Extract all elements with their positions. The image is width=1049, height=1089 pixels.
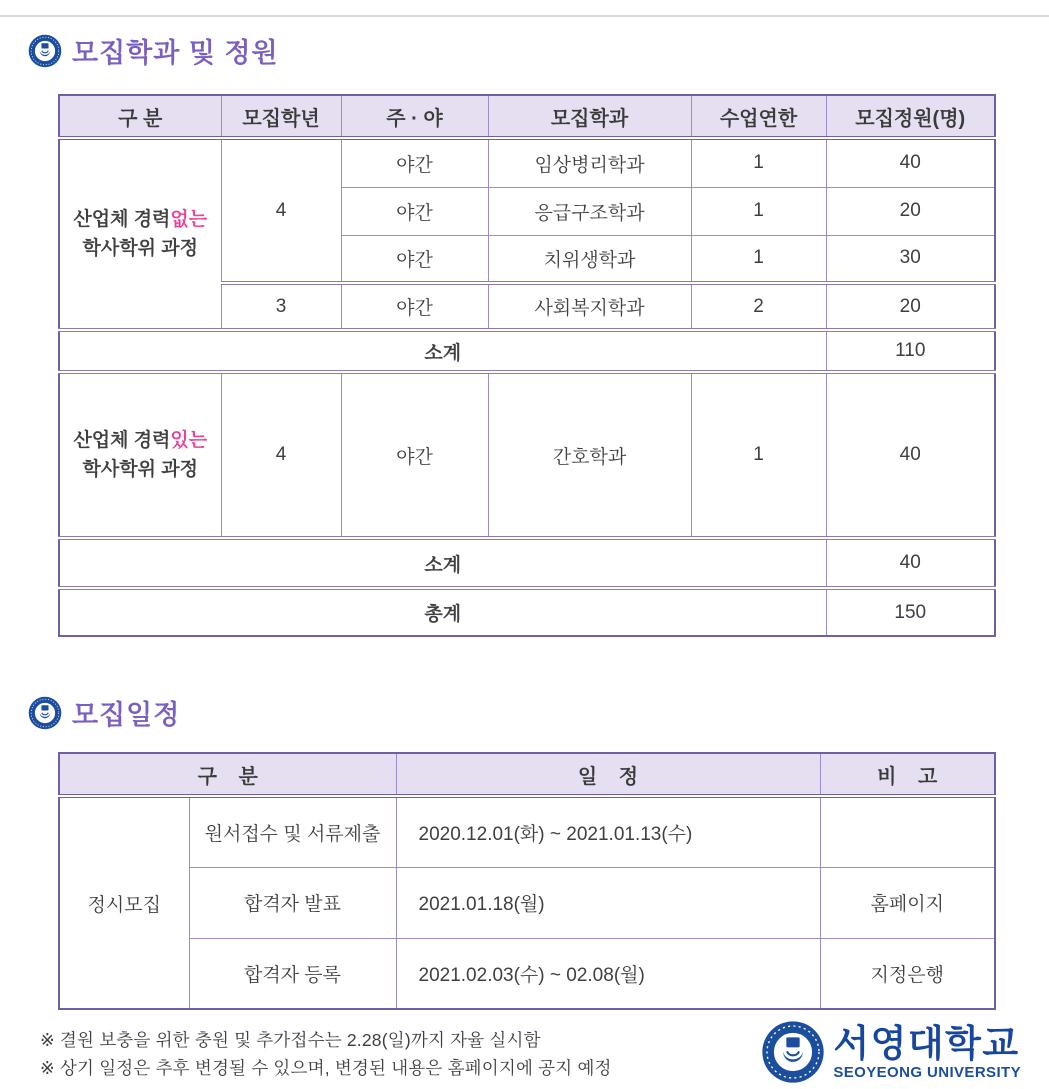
university-seal-icon — [28, 696, 62, 730]
subtotal-value: 40 — [826, 538, 995, 588]
cell-schedule: 2020.12.01(화) ~ 2021.01.13(수) — [396, 796, 820, 867]
section2-header — [28, 693, 1049, 732]
cell-grade: 3 — [221, 283, 341, 330]
cell-grade: 4 — [221, 372, 341, 538]
rowspan-label-regular-admission: 정시모집 — [59, 796, 189, 1009]
group1-highlight: 없는 — [170, 208, 208, 230]
section1-header — [28, 31, 1049, 70]
admission-quota-table — [58, 94, 996, 637]
table-row — [59, 138, 995, 187]
table-row — [59, 372, 995, 538]
cell-department: 사회복지학과 — [488, 283, 691, 330]
cell-years: 1 — [691, 187, 826, 235]
col-header-schedule: 일 정 — [396, 753, 820, 796]
col-header-department: 모집학과 — [488, 95, 691, 138]
cell-daynight: 야간 — [341, 283, 488, 330]
subtotal-value: 110 — [826, 330, 995, 372]
col-header-daynight: 주 · 야 — [341, 95, 488, 138]
cell-department: 치위생학과 — [488, 235, 691, 283]
total-row — [59, 588, 995, 636]
col-header-category: 구 분 — [59, 753, 396, 796]
footnote-1: ※ 결원 보충을 위한 충원 및 추가접수는 2.28(일)까지 자율 실시함 — [40, 1030, 541, 1050]
col-header-remarks: 비 고 — [820, 753, 995, 796]
cell-category: 합격자 발표 — [189, 867, 396, 938]
university-name-english: SEOYEONG UNIVERSITY — [833, 1063, 1021, 1081]
table-row — [59, 938, 995, 1009]
cell-schedule: 2021.01.18(월) — [396, 867, 820, 938]
cell-remark — [820, 796, 995, 867]
section2-title: 모집일정 — [72, 700, 181, 730]
document-page — [0, 15, 1049, 1084]
cell-daynight: 야간 — [341, 138, 488, 187]
university-seal-icon — [761, 1020, 825, 1084]
total-label: 총계 — [59, 588, 826, 636]
footer — [40, 1020, 1021, 1084]
cell-department: 임상병리학과 — [488, 138, 691, 187]
cell-years: 1 — [691, 235, 826, 283]
cell-department: 간호학과 — [488, 372, 691, 538]
col-header-grade: 모집학년 — [221, 95, 341, 138]
group2-label: 산업체 경력있는 학사학위 과정 — [59, 372, 221, 538]
university-logo — [761, 1020, 1021, 1084]
cell-quota: 40 — [826, 138, 995, 187]
total-value: 150 — [826, 588, 995, 636]
cell-department: 응급구조학과 — [488, 187, 691, 235]
university-logo-text — [833, 1022, 1021, 1081]
subtotal-label: 소계 — [59, 538, 826, 588]
cell-category: 원서접수 및 서류제출 — [189, 796, 396, 867]
table-row — [59, 796, 995, 867]
cell-schedule: 2021.02.03(수) ~ 02.08(월) — [396, 938, 820, 1009]
cell-remark: 홈페이지 — [820, 867, 995, 938]
table-row — [59, 867, 995, 938]
subtotal-row — [59, 330, 995, 372]
cell-years: 2 — [691, 283, 826, 330]
subtotal-label: 소계 — [59, 330, 826, 372]
university-name-korean: 서영대학교 — [833, 1022, 1020, 1064]
footnotes — [40, 1020, 612, 1083]
cell-quota: 20 — [826, 283, 995, 330]
col-header-years: 수업연한 — [691, 95, 826, 138]
cell-quota: 30 — [826, 235, 995, 283]
cell-category: 합격자 등록 — [189, 938, 396, 1009]
col-header-quota: 모집정원(명) — [826, 95, 995, 138]
cell-remark: 지정은행 — [820, 938, 995, 1009]
cell-quota: 20 — [826, 187, 995, 235]
university-seal-icon — [28, 34, 62, 68]
admission-schedule-table — [58, 752, 996, 1010]
cell-quota: 40 — [826, 372, 995, 538]
quota-table-header-row — [59, 95, 995, 138]
group1-label: 산업체 경력없는 학사학위 과정 — [59, 138, 221, 330]
col-header-category: 구 분 — [59, 95, 221, 138]
schedule-table-header-row — [59, 753, 995, 796]
footnote-2: ※ 상기 일정은 추후 변경될 수 있으며, 변경된 내용은 홈페이지에 공지 예정 — [40, 1058, 612, 1079]
cell-years: 1 — [691, 372, 826, 538]
cell-daynight: 야간 — [341, 235, 488, 283]
subtotal-row — [59, 538, 995, 588]
cell-daynight: 야간 — [341, 187, 488, 235]
cell-daynight: 야간 — [341, 372, 488, 538]
group2-highlight: 있는 — [170, 429, 208, 451]
cell-years: 1 — [691, 138, 826, 187]
cell-grade: 4 — [221, 138, 341, 283]
section1-title: 모집학과 및 정원 — [72, 38, 279, 68]
